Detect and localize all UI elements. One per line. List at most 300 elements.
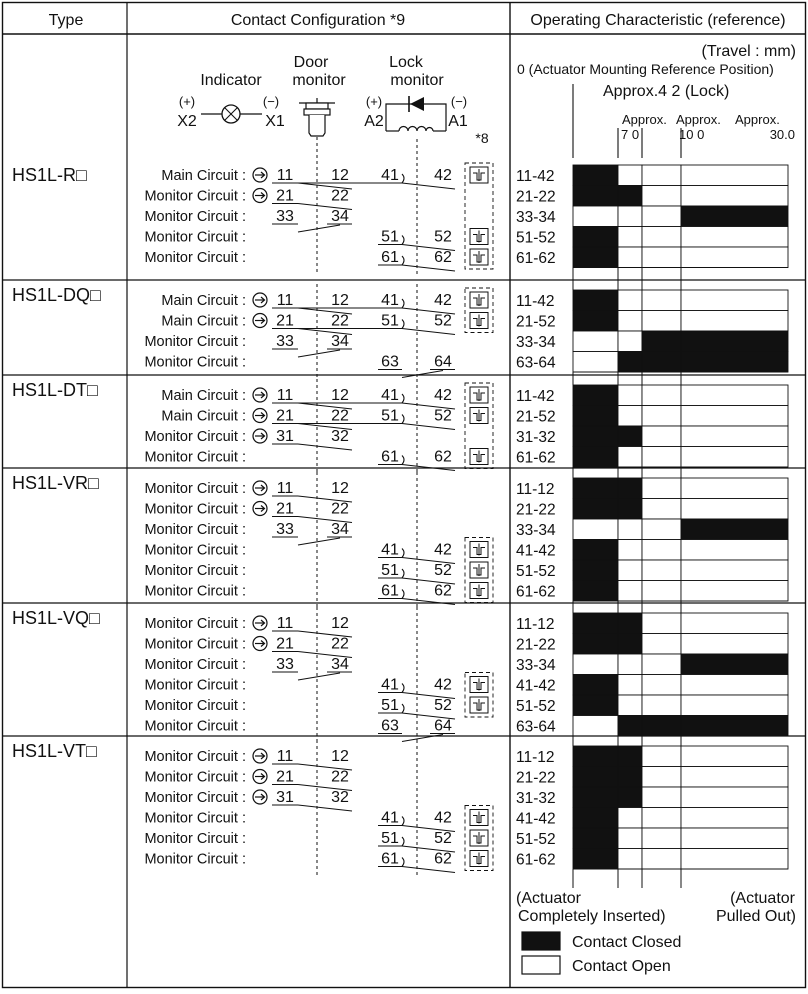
contact-open-cell [618, 331, 642, 352]
contact-closed-cell [573, 849, 618, 870]
contact-closed-cell [573, 426, 618, 447]
contact-open-cell [618, 406, 642, 427]
terminal-number: 11 [276, 167, 294, 184]
terminal-number: 32 [331, 789, 349, 806]
contact-closed-cell [573, 406, 618, 427]
lock-position: Approx.4 2 (Lock) [603, 83, 730, 100]
contact-open-cell [642, 581, 681, 602]
terminal-number: 42 [434, 809, 452, 827]
circuit-label: Main Circuit : [161, 313, 246, 330]
lock-monitor-label-2: monitor [390, 72, 444, 89]
circuit-label: Monitor Circuit : [144, 501, 246, 518]
circuit-label: Monitor Circuit : [144, 188, 246, 205]
contact-closed-cell [642, 716, 681, 737]
terminal-number: 22 [331, 635, 349, 653]
model-row [12, 137, 788, 280]
contact-open-cell [681, 634, 788, 655]
model-name: HS1L-VR□ [12, 473, 99, 493]
tick-label-a: 7 0 [621, 127, 640, 142]
circuit-label: Main Circuit : [161, 293, 246, 309]
contact-closed-cell [573, 675, 618, 696]
circuit-label: Main Circuit : [161, 388, 246, 404]
contact-open-cell [642, 186, 681, 207]
contact-closed-cell [681, 352, 788, 373]
chart-header [517, 43, 796, 142]
contact-open-cell [618, 247, 642, 268]
terminal-number: 33 [276, 333, 294, 350]
terminal-number: 21 [276, 635, 294, 653]
terminal-number: 64 [434, 717, 452, 735]
approx-label-b: Approx. [676, 112, 721, 127]
contact-open-cell [642, 478, 681, 499]
terminal-number: 31 [276, 428, 294, 445]
footer-right-2: Pulled Out) [715, 908, 796, 925]
contact-closed-cell [573, 247, 618, 268]
contact-open-cell [642, 385, 681, 406]
approx-label-c: Approx. [735, 112, 780, 127]
header-operating-characteristic: Operating Characteristic (reference) [530, 12, 786, 29]
model-name: HS1L-VQ□ [12, 608, 100, 628]
tick-label-b: 10 0 [679, 127, 705, 142]
contact-open-cell [642, 499, 681, 520]
contact-open-cell [681, 746, 788, 767]
circuit-label: Monitor Circuit : [144, 698, 246, 714]
terminal-number: 34 [331, 333, 349, 350]
contact-open-cell [642, 447, 681, 468]
contact-closed-cell [573, 165, 618, 186]
legend-closed-swatch [522, 932, 560, 950]
contact-closed-cell [618, 499, 642, 520]
circuit-label: Monitor Circuit : [144, 718, 246, 735]
terminal-number: 21 [276, 312, 294, 330]
chart-row-label: 61-62 [516, 250, 556, 267]
chart-row-label: 33-34 [516, 657, 556, 674]
contact-closed-cell [573, 828, 618, 849]
contact-closed-cell [573, 478, 618, 499]
contact-open-cell [618, 311, 642, 332]
terminal-number: 62 [434, 850, 452, 868]
terminal-number: 11 [276, 615, 294, 632]
door-monitor-plunger-icon [299, 98, 335, 136]
contact-open-cell [642, 675, 681, 696]
contact-closed-cell [642, 331, 681, 352]
circuit-label: Main Circuit : [161, 168, 246, 184]
contact-open-cell [642, 227, 681, 248]
contact-closed-cell [681, 654, 788, 675]
model-name: HS1L-VT□ [12, 741, 97, 761]
contact-open-cell [642, 519, 681, 540]
terminal-number: 62 [434, 582, 452, 600]
contact-open-cell [681, 227, 788, 248]
contact-closed-cell [681, 331, 788, 352]
contact-closed-cell [618, 716, 642, 737]
terminal-number: 51 [381, 697, 399, 714]
terminal-number: 34 [331, 656, 349, 673]
contact-closed-cell [573, 634, 618, 655]
contact-closed-cell [573, 767, 618, 788]
lock-minus: (−) [450, 94, 468, 109]
contact-open-cell [681, 560, 788, 581]
contact-open-cell [618, 581, 642, 602]
contact-open-cell [681, 695, 788, 716]
contact-open-cell [618, 227, 642, 248]
circuit-label: Monitor Circuit : [144, 616, 246, 632]
contact-open-cell [642, 787, 681, 808]
legend-open-swatch [522, 956, 560, 974]
circuit-label: Monitor Circuit : [144, 563, 246, 579]
model-row [2, 468, 806, 608]
terminal-number: 33 [276, 208, 294, 225]
contact-open-cell [642, 406, 681, 427]
contact-open-cell [642, 746, 681, 767]
contact-closed-cell [573, 746, 618, 767]
chart-row-label: 21-22 [516, 188, 556, 206]
contact-open-cell [642, 560, 681, 581]
terminal-x1: X1 [265, 113, 285, 130]
contact-closed-cell [681, 716, 788, 737]
contact-open-cell [618, 206, 642, 227]
circuit-label: Monitor Circuit : [144, 790, 246, 806]
contact-open-cell [642, 206, 681, 227]
terminal-number: 61 [381, 249, 399, 266]
chart-row-label: 61-62 [516, 851, 556, 869]
contact-open-cell [618, 654, 642, 675]
terminal-number: 21 [276, 187, 294, 205]
circuit-label: Monitor Circuit : [144, 810, 246, 827]
contact-closed-cell [642, 352, 681, 373]
contact-closed-cell [618, 613, 642, 634]
terminal-number: 21 [276, 768, 294, 786]
chart-row-label: 33-34 [516, 209, 556, 226]
chart-row-label: 21-52 [516, 313, 556, 331]
lock-plus: (+) [365, 94, 383, 109]
terminal-number: 22 [331, 500, 349, 518]
terminal-number: 11 [276, 480, 294, 497]
chart-row-label: 51-52 [516, 831, 556, 848]
contact-open-cell [642, 426, 681, 447]
contact-closed-cell [573, 499, 618, 520]
terminal-number: 63 [381, 717, 399, 735]
approx-label-a: Approx. [622, 112, 667, 127]
circuit-label: Monitor Circuit : [144, 209, 246, 225]
contact-open-cell [681, 447, 788, 468]
chart-row-label: 51-52 [516, 229, 556, 247]
travel-unit: (Travel : mm) [701, 43, 796, 60]
footer-right-1: (Actuator [730, 890, 795, 907]
contact-open-cell [681, 290, 788, 311]
terminal-number: 62 [434, 448, 452, 466]
terminal-number: 12 [331, 615, 349, 632]
terminal-number: 51 [381, 830, 399, 847]
contact-open-cell [681, 613, 788, 634]
contact-closed-cell [618, 186, 642, 207]
contact-open-cell [642, 290, 681, 311]
terminal-number: 34 [331, 208, 349, 225]
chart-footer [516, 890, 796, 975]
contact-open-cell [681, 186, 788, 207]
terminal-number: 42 [434, 292, 452, 309]
terminal-number: 61 [381, 448, 399, 466]
lock-solenoid-diode-icon [386, 96, 446, 131]
terminal-number: 12 [331, 292, 349, 309]
chart-row-label: 31-32 [516, 790, 556, 807]
contact-closed-cell [681, 519, 788, 540]
contact-open-cell [681, 165, 788, 186]
contact-open-cell [618, 540, 642, 561]
contact-open-cell [642, 634, 681, 655]
terminal-number: 41 [381, 809, 399, 827]
door-monitor-label-1: Door [293, 54, 329, 71]
terminal-number: 41 [381, 541, 399, 559]
circuit-label: Monitor Circuit : [144, 542, 246, 559]
legend [177, 54, 489, 146]
circuit-label: Monitor Circuit : [144, 769, 246, 786]
contact-open-cell [642, 695, 681, 716]
contact-open-cell [642, 247, 681, 268]
terminal-number: 12 [331, 748, 349, 765]
chart-row-label: 63-64 [516, 718, 556, 736]
model-row [2, 736, 806, 888]
contact-row [144, 716, 788, 742]
terminal-number: 52 [434, 228, 452, 246]
indicator-minus: (−) [262, 94, 280, 109]
terminal-number: 34 [331, 521, 349, 538]
contact-open-cell [681, 426, 788, 447]
circuit-label: Monitor Circuit : [144, 449, 246, 466]
contact-open-cell [681, 406, 788, 427]
contact-closed-cell [573, 560, 618, 581]
chart-row-label: 31-32 [516, 429, 556, 446]
circuit-label: Monitor Circuit : [144, 583, 246, 600]
terminal-number: 41 [381, 387, 399, 404]
circuit-label: Main Circuit : [161, 408, 246, 425]
circuit-label: Monitor Circuit : [144, 250, 246, 266]
contact-closed-cell [618, 746, 642, 767]
contact-open-cell [681, 581, 788, 602]
contact-open-cell [642, 654, 681, 675]
chart-row-label: 11-12 [516, 749, 555, 766]
terminal-number: 52 [434, 312, 452, 330]
indicator-plus: (+) [178, 94, 196, 109]
terminal-number: 61 [381, 850, 399, 868]
contact-open-cell [642, 767, 681, 788]
contact-open-cell [681, 828, 788, 849]
circuit-label: Monitor Circuit : [144, 334, 246, 350]
model-row [2, 375, 806, 474]
model-row [2, 603, 806, 743]
contact-closed-cell [618, 787, 642, 808]
contact-closed-cell [573, 447, 618, 468]
lock-monitor-label-1: Lock [389, 54, 423, 71]
circuit-label: Monitor Circuit : [144, 657, 246, 673]
contact-open-cell [618, 695, 642, 716]
contact-closed-cell [573, 808, 618, 829]
contact-open-cell [573, 331, 618, 352]
model-rows [2, 137, 806, 888]
terminal-number: 22 [331, 187, 349, 205]
terminal-number: 63 [381, 353, 399, 371]
circuit-label: Monitor Circuit : [144, 749, 246, 765]
contact-closed-cell [618, 352, 642, 373]
circuit-label: Monitor Circuit : [144, 831, 246, 847]
contact-open-cell [681, 247, 788, 268]
circuit-label: Monitor Circuit : [144, 522, 246, 538]
zero-reference: 0 (Actuator Mounting Reference Position) [517, 61, 774, 77]
chart-row-label: 61-62 [516, 583, 556, 601]
terminal-number: 32 [331, 428, 349, 445]
terminal-number: 51 [381, 562, 399, 579]
chart-row-label: 11-42 [516, 293, 555, 310]
terminal-number: 62 [434, 249, 452, 266]
chart-row-label: 21-22 [516, 501, 556, 519]
terminal-number: 11 [276, 292, 294, 309]
contact-open-cell [618, 447, 642, 468]
contact-open-cell [618, 849, 642, 870]
contact-closed-cell [618, 426, 642, 447]
header-contact-configuration: Contact Configuration *9 [230, 12, 406, 29]
contact-open-cell [573, 654, 618, 675]
chart-row-label: 63-64 [516, 354, 556, 372]
contact-closed-cell [618, 767, 642, 788]
terminal-number: 51 [381, 407, 399, 425]
contact-open-cell [681, 385, 788, 406]
contact-closed-cell [573, 787, 618, 808]
circuit-label: Monitor Circuit : [144, 354, 246, 371]
contact-open-cell [618, 165, 642, 186]
terminal-number: 22 [331, 407, 349, 425]
chart-row-label: 33-34 [516, 522, 556, 539]
contact-open-cell [681, 540, 788, 561]
contact-open-cell [642, 311, 681, 332]
header-type: Type [48, 12, 84, 29]
model-name: HS1L-R□ [12, 165, 87, 185]
contact-open-cell [618, 385, 642, 406]
contact-open-cell [681, 808, 788, 829]
chart-row-label: 11-42 [516, 388, 555, 405]
terminal-number: 42 [434, 167, 452, 184]
circuit-label: Monitor Circuit : [144, 636, 246, 653]
terminal-number: 51 [381, 228, 399, 246]
chart-row-label: 61-62 [516, 449, 556, 467]
terminal-a2: A2 [364, 113, 384, 130]
terminal-number: 52 [434, 562, 452, 579]
chart-row-label: 41-42 [516, 542, 556, 560]
chart-row-label: 33-34 [516, 334, 556, 351]
chart-row-label: 11-42 [516, 168, 555, 185]
terminal-number: 51 [381, 312, 399, 330]
contact-closed-cell [573, 186, 618, 207]
terminal-number: 21 [276, 500, 294, 518]
contact-closed-cell [573, 311, 618, 332]
contact-open-cell [642, 613, 681, 634]
contact-closed-cell [618, 634, 642, 655]
chart-row-label: 41-42 [516, 810, 556, 828]
chart-row-label: 51-52 [516, 698, 556, 715]
chart-row-label: 51-52 [516, 563, 556, 580]
contact-closed-cell [573, 290, 618, 311]
footer-left-2: Completely Inserted) [518, 908, 666, 925]
contact-open-cell [642, 540, 681, 561]
terminal-number: 22 [331, 768, 349, 786]
footer-left-1: (Actuator [516, 890, 581, 907]
contact-open-cell [642, 808, 681, 829]
circuit-label: Monitor Circuit : [144, 481, 246, 497]
circuit-label: Monitor Circuit : [144, 851, 246, 868]
contact-open-cell [642, 849, 681, 870]
chart-row-label: 41-42 [516, 677, 556, 695]
contact-open-cell [681, 311, 788, 332]
contact-open-cell [642, 165, 681, 186]
contact-open-cell [681, 849, 788, 870]
terminal-number: 41 [381, 167, 399, 184]
terminal-number: 33 [276, 656, 294, 673]
circuit-label: Monitor Circuit : [144, 429, 246, 445]
contact-closed-cell [573, 540, 618, 561]
model-name: HS1L-DQ□ [12, 285, 101, 305]
terminal-number: 42 [434, 541, 452, 559]
terminal-number: 21 [276, 407, 294, 425]
chart-row-label: 21-22 [516, 636, 556, 654]
terminal-number: 31 [276, 789, 294, 806]
contact-open-cell [573, 519, 618, 540]
contact-open-cell [681, 767, 788, 788]
contact-closed-cell [573, 581, 618, 602]
contact-open-cell [681, 478, 788, 499]
contact-open-cell [681, 787, 788, 808]
contact-open-cell [681, 675, 788, 696]
contact-open-cell [618, 808, 642, 829]
contact-open-cell [573, 716, 618, 737]
terminal-number: 42 [434, 676, 452, 694]
terminal-number: 12 [331, 480, 349, 497]
terminal-number: 64 [434, 353, 452, 371]
terminal-number: 42 [434, 387, 452, 404]
contact-open-cell [573, 206, 618, 227]
legend-open-label: Contact Open [572, 958, 671, 975]
contact-row [144, 352, 788, 378]
terminal-number: 52 [434, 830, 452, 847]
contact-closed-cell [573, 227, 618, 248]
contact-closed-cell [573, 695, 618, 716]
terminal-number: 61 [381, 582, 399, 600]
contact-closed-cell [573, 613, 618, 634]
contact-open-cell [618, 519, 642, 540]
terminal-number: 52 [434, 407, 452, 425]
contact-open-cell [618, 675, 642, 696]
circuit-label: Monitor Circuit : [144, 677, 246, 694]
contact-closed-cell [618, 478, 642, 499]
terminal-number: 22 [331, 312, 349, 330]
circuit-label: Monitor Circuit : [144, 229, 246, 246]
terminal-number: 11 [276, 748, 294, 765]
model-name: HS1L-DT□ [12, 380, 98, 400]
contact-open-cell [681, 499, 788, 520]
chart-row-label: 21-52 [516, 408, 556, 426]
contact-closed-cell [681, 206, 788, 227]
indicator-label: Indicator [200, 72, 262, 89]
model-row [2, 280, 806, 379]
chart-row-label: 11-12 [516, 616, 555, 633]
terminal-number: 41 [381, 292, 399, 309]
contact-open-cell [618, 290, 642, 311]
terminal-number: 52 [434, 697, 452, 714]
terminal-number: 41 [381, 676, 399, 694]
contact-open-cell [573, 352, 618, 373]
contact-closed-cell [573, 385, 618, 406]
terminal-number: 12 [331, 387, 349, 404]
contact-open-cell [618, 828, 642, 849]
terminal-number: 12 [331, 167, 349, 184]
